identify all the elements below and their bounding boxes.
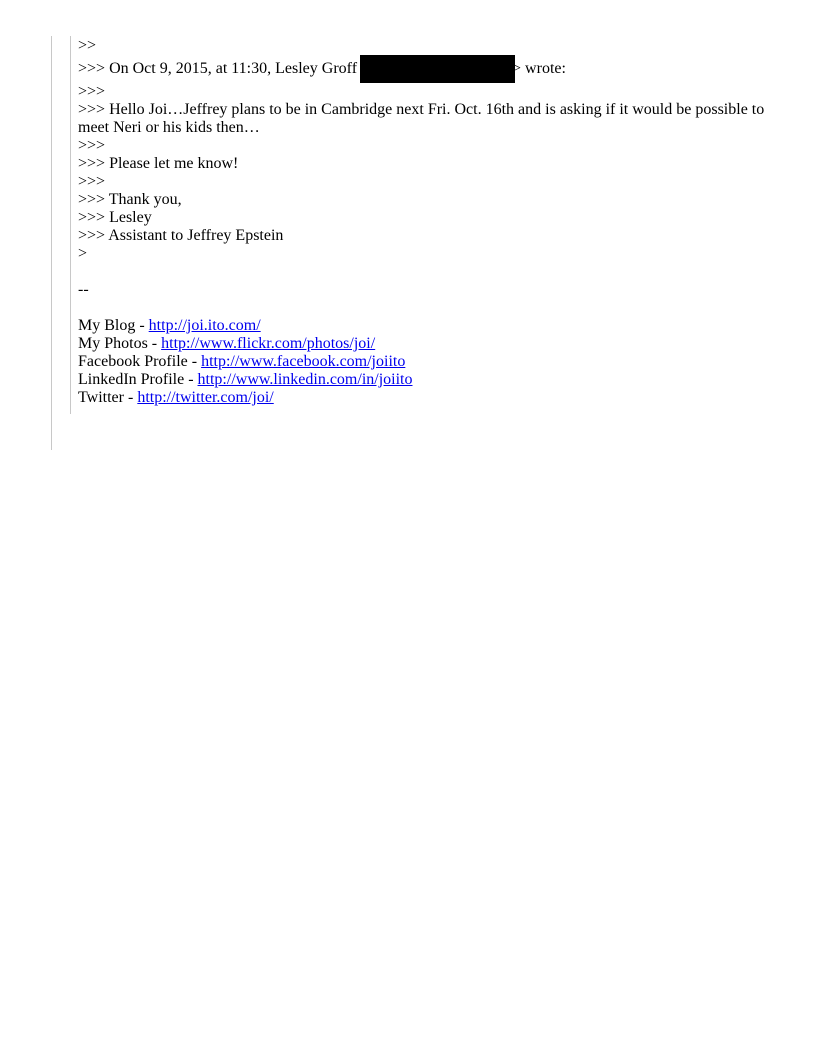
quote-sender-name: >>> Lesley: [78, 209, 152, 226]
signature-facebook-label: Facebook Profile -: [78, 353, 202, 370]
quote-message-line: >>> Hello Joi…Jeffrey plans to be in Cambridge next Fri. Oct. 16th and is asking if it would be possible to meet Neri or his kids then…: [78, 101, 765, 136]
quote-line: >>>: [78, 137, 106, 154]
quote-header-text: >>> On Oct 9, 2015, at 11:30, Lesley Groff: [78, 60, 358, 77]
blank-line: [78, 263, 778, 281]
facebook-link[interactable]: http://www.facebook.com/joiito: [201, 353, 406, 370]
inner-quote-bar: [70, 36, 71, 414]
signature-blog: [78, 317, 778, 335]
quote-line: >: [78, 245, 88, 262]
photos-link[interactable]: http://www.flickr.com/photos/joi/: [161, 335, 376, 352]
signature-blog-label: My Blog -: [78, 317, 149, 334]
signature-facebook: [78, 353, 778, 371]
blog-link[interactable]: http://joi.ito.com/: [148, 317, 261, 334]
signature-linkedin-label: LinkedIn Profile -: [78, 371, 198, 388]
quote-message-line: >>> Please let me know!: [78, 155, 239, 172]
blank-line: [78, 299, 778, 317]
signature-twitter: [78, 389, 778, 407]
quote-line: >>>: [78, 173, 106, 190]
signature-twitter-label: Twitter -: [78, 389, 138, 406]
quote-sender-title: >>> Assistant to Jeffrey Epstein: [78, 227, 284, 244]
outer-quote-bar: [51, 36, 52, 450]
redacted-email-address: [360, 55, 515, 83]
twitter-link[interactable]: http://twitter.com/joi/: [137, 389, 274, 406]
email-body: [78, 37, 778, 407]
linkedin-link[interactable]: http://www.linkedin.com/in/joiito: [197, 371, 413, 388]
signature-photos: [78, 335, 778, 353]
signature-photos-label: My Photos -: [78, 335, 162, 352]
quote-line: >>: [78, 37, 97, 54]
signature-linkedin: [78, 371, 778, 389]
quote-header-line: [78, 55, 778, 83]
quote-line: >>>: [78, 83, 106, 100]
quote-header-suffix: > wrote:: [512, 60, 566, 77]
quote-closing-line: >>> Thank you,: [78, 191, 182, 208]
signature-separator: --: [78, 281, 89, 298]
